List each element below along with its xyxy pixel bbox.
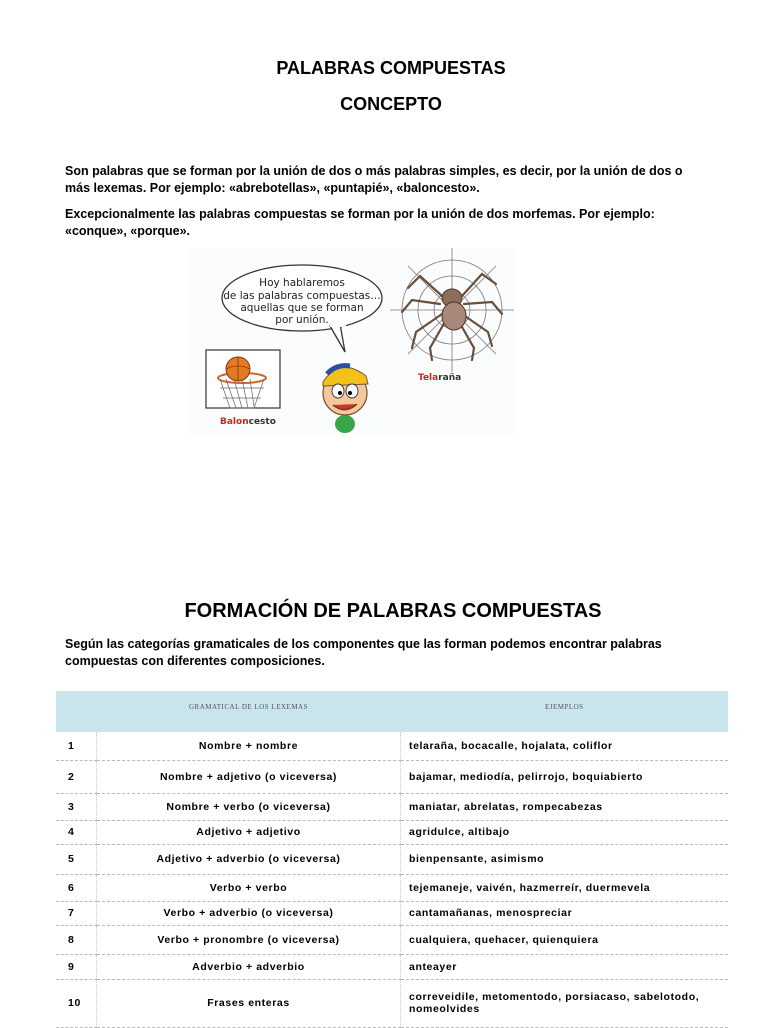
row-examples: tejemaneje, vaivén, hazmerreír, duermevela: [401, 874, 729, 901]
illustration-svg: [190, 248, 516, 434]
formation-title: FORMACIÓN DE PALABRAS COMPUESTAS: [184, 600, 602, 622]
row-grammatical: Nombre + verbo (o viceversa): [97, 793, 401, 820]
row-grammatical: Verbo + verbo: [97, 874, 401, 901]
speech-line-3: aquellas que se forman: [240, 302, 364, 314]
composition-table: [56, 691, 728, 1028]
row-number: 4: [56, 820, 97, 844]
row-examples: bienpensante, asimismo: [401, 844, 729, 874]
table-row: [56, 874, 728, 901]
table-row: [56, 732, 728, 760]
table-row: [56, 954, 728, 979]
row-grammatical: Nombre + nombre: [97, 732, 401, 760]
row-examples: bajamar, mediodía, pelirrojo, boquiabierto: [401, 760, 729, 793]
table-row: [56, 901, 728, 925]
concept-paragraph-1: Son palabras que se forman por la unión de dos o más palabras simples, es decir, por la unión de dos o más lexemas. Por ejemplo: «abrebotellas», «puntapié», «baloncesto».: [65, 164, 683, 195]
table-row: [56, 925, 728, 954]
row-grammatical: Adjetivo + adverbio (o viceversa): [97, 844, 401, 874]
table-row: [56, 820, 728, 844]
formation-intro: Según las categorías gramaticales de los componentes que las forman podemos encontrar palabras compuestas con diferentes composiciones.: [65, 637, 662, 668]
row-grammatical: Frases enteras: [97, 979, 401, 1027]
section-subtitle: CONCEPTO: [340, 94, 442, 114]
row-grammatical: Adverbio + adverbio: [97, 954, 401, 979]
label-telarana: Telaraña: [418, 373, 462, 383]
table-header-row: [56, 691, 728, 732]
table-row: [56, 979, 728, 1027]
row-number: 7: [56, 901, 97, 925]
row-number: 5: [56, 844, 97, 874]
row-examples: anteayer: [401, 954, 729, 979]
header-ejemplos: EJEMPLOS: [401, 691, 729, 732]
row-examples: correveidile, metomentodo, porsiacaso, sabelotodo, nomeolvides: [401, 979, 729, 1027]
row-grammatical: Verbo + pronombre (o viceversa): [97, 925, 401, 954]
row-number: 6: [56, 874, 97, 901]
row-number: 2: [56, 760, 97, 793]
page-title: PALABRAS COMPUESTAS: [276, 58, 506, 78]
table-row: [56, 793, 728, 820]
row-number: 3: [56, 793, 97, 820]
header-gramatical: GRAMATICAL DE LOS LEXEMAS: [97, 691, 401, 732]
row-grammatical: Verbo + adverbio (o viceversa): [97, 901, 401, 925]
table-row: [56, 760, 728, 793]
row-examples: telaraña, bocacalle, hojalata, coliflor: [401, 732, 729, 760]
row-grammatical: Adjetivo + adjetivo: [97, 820, 401, 844]
row-number: 1: [56, 732, 97, 760]
row-examples: agridulce, altibajo: [401, 820, 729, 844]
row-examples: cualquiera, quehacer, quienquiera: [401, 925, 729, 954]
table-row: [56, 844, 728, 874]
row-examples: cantamañanas, menospreciar: [401, 901, 729, 925]
row-examples: maniatar, abrelatas, rompecabezas: [401, 793, 729, 820]
illustration: [190, 248, 516, 434]
basketball-hoop-icon: [206, 350, 280, 408]
concept-paragraph-2: Excepcionalmente las palabras compuestas se forman por la unión de dos morfemas. Por ejemplo: «conque», «porque».: [65, 207, 655, 238]
boy-cartoon-icon: [323, 366, 368, 433]
speech-bubble-tail: [330, 324, 345, 352]
row-number: 9: [56, 954, 97, 979]
row-number: 8: [56, 925, 97, 954]
speech-line-4: por unión.: [275, 314, 329, 326]
header-num: [56, 691, 97, 732]
label-baloncesto: Baloncesto: [220, 417, 276, 427]
speech-line-1: Hoy hablaremos: [259, 277, 345, 289]
row-number: 10: [56, 979, 97, 1027]
speech-line-2: de las palabras compuestas…: [223, 290, 381, 302]
row-grammatical: Nombre + adjetivo (o viceversa): [97, 760, 401, 793]
